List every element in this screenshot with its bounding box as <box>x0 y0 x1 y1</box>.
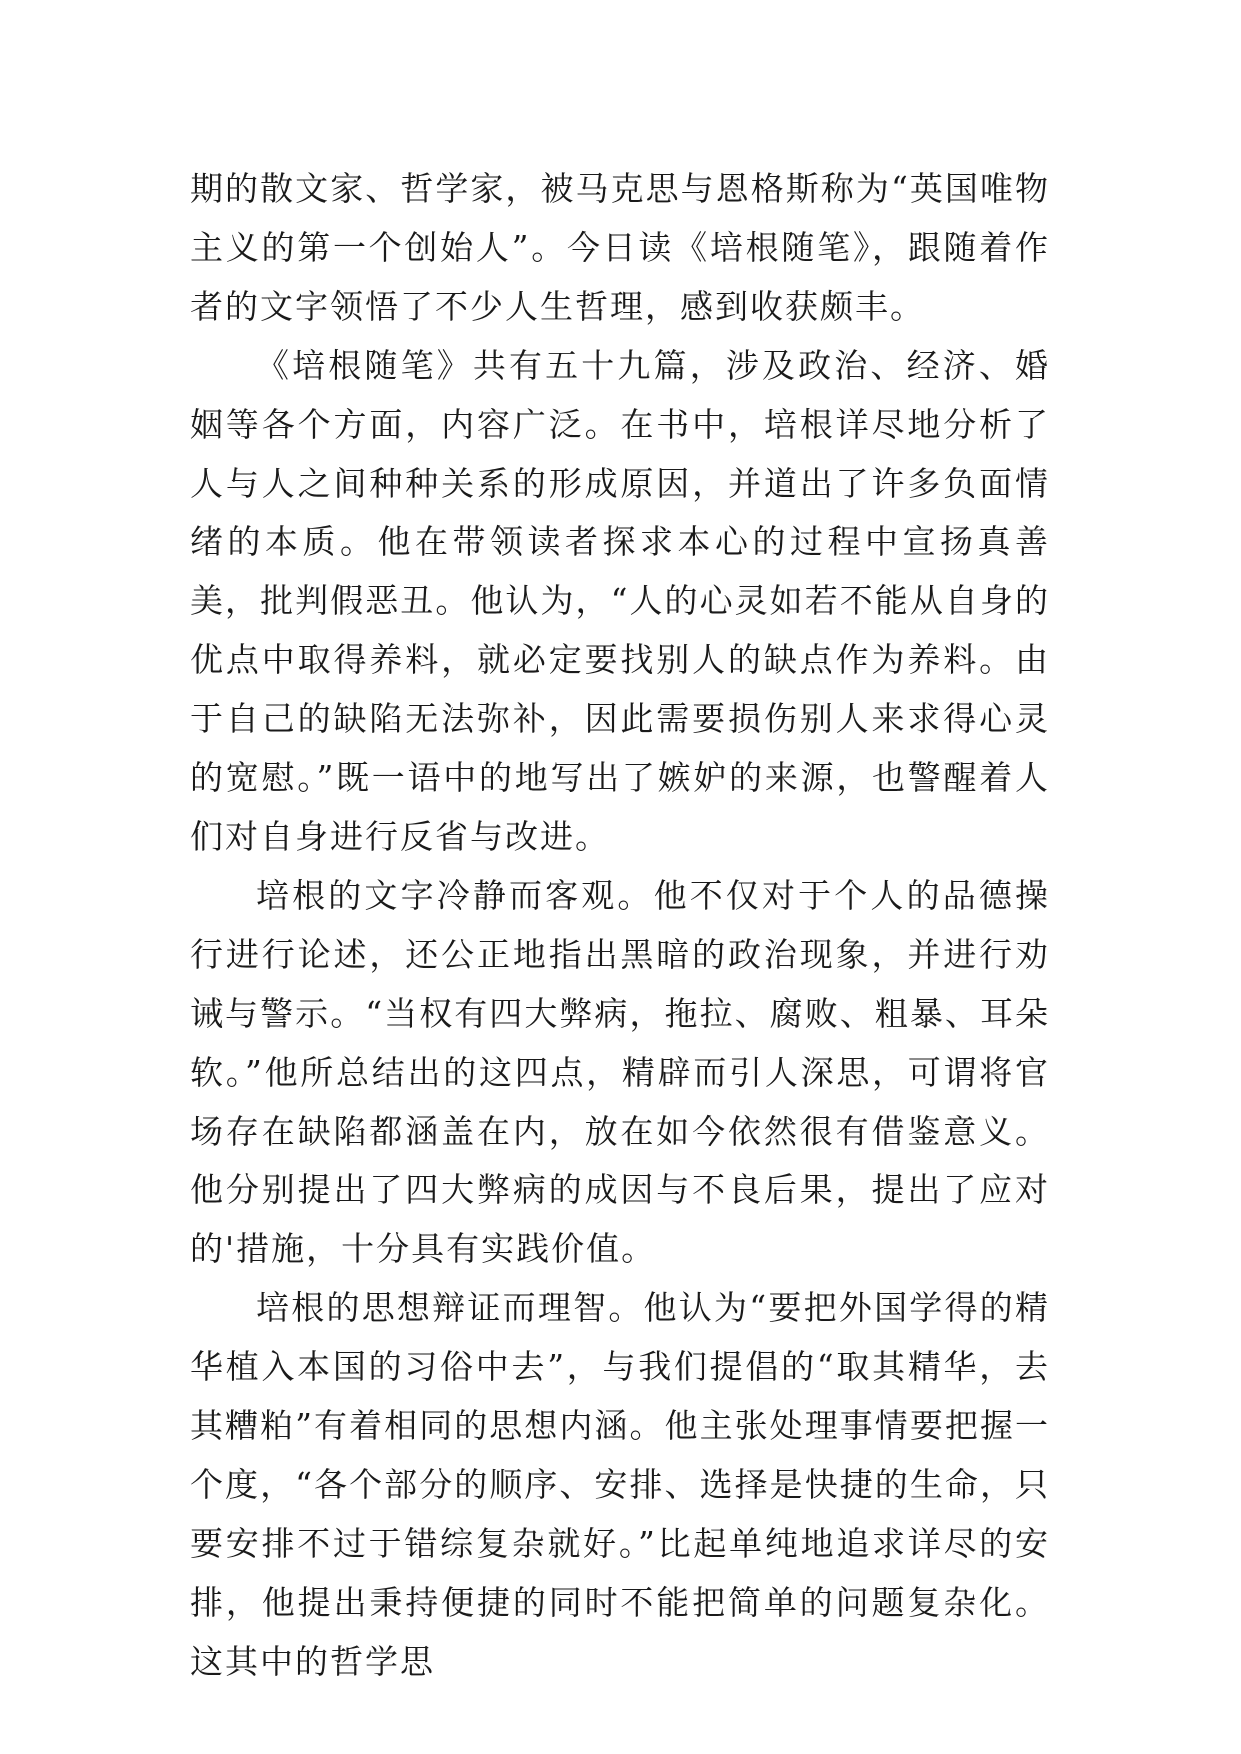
body-text <box>190 160 1050 1692</box>
paragraph-1: 期的散文家、哲学家，被马克思与恩格斯称为“英国唯物主义的第一个创始人”。今日读《培根随笔》，跟随着作者的文字领悟了不少人生哲理，感到收获颇丰。 <box>190 169 1050 326</box>
paragraph-3: 培根的文字冷静而客观。他不仅对于个人的品德操行进行论述，还公正地指出黑暗的政治现象，并进行劝诫与警示。“当权有四大弊病，拖拉、腐败、粗暴、耳朵软。”他所总结出的这四点，精辟而引人深思，可谓将官场存在缺陷都涵盖在内，放在如今依然很有借鉴意义。他分别提出了四大弊病的成因与不良后果，提出了应对的'措施，十分具有实践价值。 <box>190 875 1050 1269</box>
paragraph-2: 《培根随笔》共有五十九篇，涉及政治、经济、婚姻等各个方面，内容广泛。在书中，培根详尽地分析了人与人之间种种关系的形成原因，并道出了许多负面情绪的本质。他在带领读者探求本心的过程中宣扬真善美，批判假恶丑。他认为，“人的心灵如若不能从自身的优点中取得养料，就必定要找别人的缺点作为养料。由于自己的缺陷无法弥补，因此需要损伤别人来求得心灵的宽慰。”既一语中的地写出了嫉妒的来源，也警醒着人们对自身进行反省与改进。 <box>190 345 1050 856</box>
paragraph-4: 培根的思想辩证而理智。他认为“要把外国学得的精华植入本国的习俗中去”，与我们提倡的“取其精华，去其糟粕”有着相同的思想内涵。他主张处理事情要把握一个度，“各个部分的顺序、安排、选择是快捷的生命，只要安排不过于错综复杂就好。”比起单纯地追求详尽的安排，他提出秉持便捷的同时不能把简单的问题复杂化。这其中的哲学思 <box>190 1288 1050 1681</box>
